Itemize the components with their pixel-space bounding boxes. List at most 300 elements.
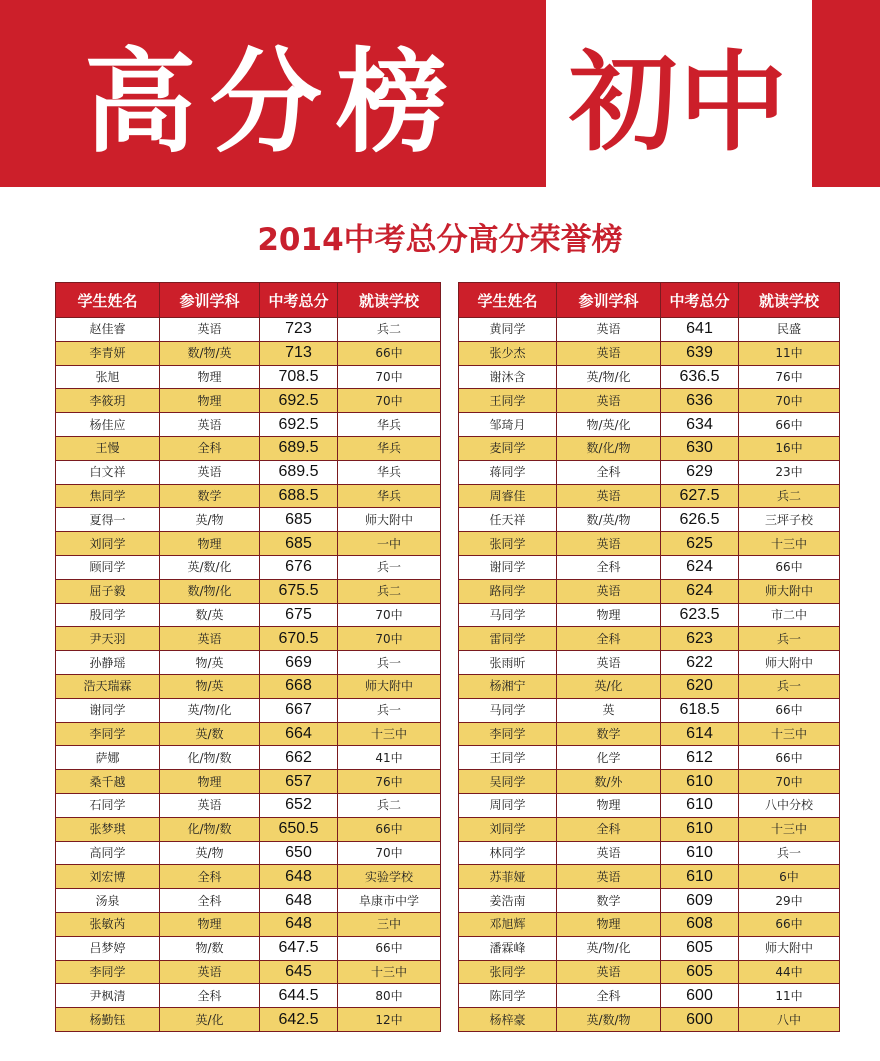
student-name-cell: 刘同学 bbox=[56, 532, 160, 556]
subject-cell: 全科 bbox=[557, 460, 661, 484]
subject-cell: 英语 bbox=[160, 627, 260, 651]
school-cell: 十三中 bbox=[739, 532, 840, 556]
table-row bbox=[56, 341, 441, 365]
table-row bbox=[56, 912, 441, 936]
student-name-cell: 邹琦月 bbox=[459, 413, 557, 437]
score-cell: 614 bbox=[661, 722, 739, 746]
table-row bbox=[56, 984, 441, 1008]
table-row bbox=[459, 984, 840, 1008]
score-cell: 605 bbox=[661, 960, 739, 984]
school-cell: 三中 bbox=[338, 912, 441, 936]
school-cell: 70中 bbox=[338, 603, 441, 627]
school-cell: 兵一 bbox=[338, 555, 441, 579]
school-cell: 66中 bbox=[739, 413, 840, 437]
student-name-cell: 张梦琪 bbox=[56, 817, 160, 841]
school-cell: 44中 bbox=[739, 960, 840, 984]
student-name-cell: 王同学 bbox=[459, 389, 557, 413]
subject-cell: 物理 bbox=[160, 365, 260, 389]
student-name-cell: 路同学 bbox=[459, 579, 557, 603]
right-score-table bbox=[458, 282, 840, 1032]
subject-cell: 英 bbox=[557, 698, 661, 722]
table-row bbox=[56, 484, 441, 508]
score-cell: 600 bbox=[661, 1008, 739, 1032]
table-row bbox=[459, 341, 840, 365]
subject-cell: 数/化/物 bbox=[557, 436, 661, 460]
table-row bbox=[459, 555, 840, 579]
student-name-cell: 麦同学 bbox=[459, 436, 557, 460]
school-cell: 兵一 bbox=[338, 698, 441, 722]
score-cell: 625 bbox=[661, 532, 739, 556]
school-cell: 师大附中 bbox=[739, 651, 840, 675]
student-name-cell: 张少杰 bbox=[459, 341, 557, 365]
student-name-cell: 杨勤钰 bbox=[56, 1008, 160, 1032]
school-cell: 70中 bbox=[338, 365, 441, 389]
score-cell: 688.5 bbox=[260, 484, 338, 508]
score-cell: 636 bbox=[661, 389, 739, 413]
score-cell: 675.5 bbox=[260, 579, 338, 603]
subject-cell: 物理 bbox=[160, 770, 260, 794]
subject-cell: 英语 bbox=[160, 793, 260, 817]
subject-cell: 英语 bbox=[160, 318, 260, 342]
subject-cell: 物理 bbox=[160, 912, 260, 936]
score-cell: 627.5 bbox=[661, 484, 739, 508]
score-cell: 644.5 bbox=[260, 984, 338, 1008]
score-cell: 662 bbox=[260, 746, 338, 770]
score-cell: 630 bbox=[661, 436, 739, 460]
student-name-cell: 张敏芮 bbox=[56, 912, 160, 936]
subject-cell: 数/物/化 bbox=[160, 579, 260, 603]
table-row bbox=[56, 460, 441, 484]
subject-cell: 物/英 bbox=[160, 674, 260, 698]
student-name-cell: 李筱玥 bbox=[56, 389, 160, 413]
banner-red-strip bbox=[812, 0, 880, 187]
score-cell: 668 bbox=[260, 674, 338, 698]
table-row bbox=[459, 365, 840, 389]
table-row bbox=[459, 532, 840, 556]
table-row bbox=[56, 817, 441, 841]
subject-cell: 数学 bbox=[160, 484, 260, 508]
student-name-cell: 潘霖峰 bbox=[459, 936, 557, 960]
student-name-cell: 张同学 bbox=[459, 960, 557, 984]
student-name-cell: 汤泉 bbox=[56, 889, 160, 913]
student-name-cell: 张旭 bbox=[56, 365, 160, 389]
score-cell: 610 bbox=[661, 817, 739, 841]
school-cell: 41中 bbox=[338, 746, 441, 770]
table-row bbox=[56, 389, 441, 413]
table-row bbox=[459, 841, 840, 865]
school-cell: 70中 bbox=[338, 627, 441, 651]
subject-cell: 英/数/化 bbox=[160, 555, 260, 579]
table-row bbox=[56, 318, 441, 342]
score-cell: 669 bbox=[260, 651, 338, 675]
student-name-cell: 林同学 bbox=[459, 841, 557, 865]
school-cell: 12中 bbox=[338, 1008, 441, 1032]
student-name-cell: 吕梦婷 bbox=[56, 936, 160, 960]
table-row bbox=[459, 912, 840, 936]
banner-sub-title: 初中 bbox=[568, 41, 789, 166]
column-header-subject: 参训学科 bbox=[160, 283, 260, 318]
score-cell: 624 bbox=[661, 555, 739, 579]
table-row bbox=[56, 508, 441, 532]
column-header-score: 中考总分 bbox=[260, 283, 338, 318]
subject-cell: 物理 bbox=[557, 793, 661, 817]
student-name-cell: 姜浩南 bbox=[459, 889, 557, 913]
score-cell: 636.5 bbox=[661, 365, 739, 389]
school-cell: 兵二 bbox=[338, 579, 441, 603]
school-cell: 十三中 bbox=[739, 817, 840, 841]
table-row bbox=[56, 722, 441, 746]
student-name-cell: 尹枫清 bbox=[56, 984, 160, 1008]
subject-cell: 英语 bbox=[160, 960, 260, 984]
score-cell: 692.5 bbox=[260, 389, 338, 413]
table-row bbox=[56, 841, 441, 865]
table-row bbox=[459, 318, 840, 342]
student-name-cell: 王慢 bbox=[56, 436, 160, 460]
student-name-cell: 浩天瑞霖 bbox=[56, 674, 160, 698]
student-name-cell: 杨湘宁 bbox=[459, 674, 557, 698]
student-name-cell: 蒋同学 bbox=[459, 460, 557, 484]
school-cell: 实验学校 bbox=[338, 865, 441, 889]
school-cell: 兵一 bbox=[739, 674, 840, 698]
school-cell: 6中 bbox=[739, 865, 840, 889]
subject-cell: 全科 bbox=[557, 555, 661, 579]
school-cell: 师大附中 bbox=[739, 579, 840, 603]
subject-cell: 英语 bbox=[557, 865, 661, 889]
score-cell: 620 bbox=[661, 674, 739, 698]
subject-cell: 英语 bbox=[557, 484, 661, 508]
subject-cell: 物/数 bbox=[160, 936, 260, 960]
score-cell: 626.5 bbox=[661, 508, 739, 532]
score-cell: 650.5 bbox=[260, 817, 338, 841]
subject-cell: 英语 bbox=[557, 579, 661, 603]
score-cell: 639 bbox=[661, 341, 739, 365]
school-cell: 兵一 bbox=[739, 841, 840, 865]
score-cell: 652 bbox=[260, 793, 338, 817]
score-cell: 664 bbox=[260, 722, 338, 746]
page-heading: 2014中考总分高分荣誉榜 bbox=[257, 222, 623, 258]
student-name-cell: 刘宏博 bbox=[56, 865, 160, 889]
school-cell: 一中 bbox=[338, 532, 441, 556]
table-row bbox=[56, 603, 441, 627]
subject-cell: 全科 bbox=[160, 889, 260, 913]
school-cell: 66中 bbox=[338, 936, 441, 960]
score-cell: 692.5 bbox=[260, 413, 338, 437]
student-name-cell: 赵佳睿 bbox=[56, 318, 160, 342]
school-cell: 66中 bbox=[739, 555, 840, 579]
score-cell: 608 bbox=[661, 912, 739, 936]
subject-cell: 物/英 bbox=[160, 651, 260, 675]
school-cell: 师大附中 bbox=[739, 936, 840, 960]
table-row bbox=[56, 1008, 441, 1032]
student-name-cell: 李同学 bbox=[56, 722, 160, 746]
subject-cell: 全科 bbox=[557, 984, 661, 1008]
table-row bbox=[459, 674, 840, 698]
table-row bbox=[459, 889, 840, 913]
school-cell: 十三中 bbox=[338, 960, 441, 984]
school-cell: 23中 bbox=[739, 460, 840, 484]
school-cell: 66中 bbox=[739, 912, 840, 936]
school-cell: 66中 bbox=[338, 341, 441, 365]
school-cell: 70中 bbox=[739, 770, 840, 794]
school-cell: 十三中 bbox=[338, 722, 441, 746]
school-cell: 16中 bbox=[739, 436, 840, 460]
subject-cell: 英/数/物 bbox=[557, 1008, 661, 1032]
student-name-cell: 谢沐含 bbox=[459, 365, 557, 389]
score-cell: 685 bbox=[260, 532, 338, 556]
subject-cell: 英/物/化 bbox=[160, 698, 260, 722]
score-cell: 648 bbox=[260, 912, 338, 936]
table-row bbox=[56, 793, 441, 817]
subject-cell: 全科 bbox=[160, 984, 260, 1008]
table-row bbox=[56, 865, 441, 889]
student-name-cell: 周睿佳 bbox=[459, 484, 557, 508]
score-cell: 657 bbox=[260, 770, 338, 794]
score-cell: 610 bbox=[661, 841, 739, 865]
subject-cell: 英/化 bbox=[557, 674, 661, 698]
score-cell: 685 bbox=[260, 508, 338, 532]
score-cell: 612 bbox=[661, 746, 739, 770]
table-row bbox=[459, 603, 840, 627]
score-cell: 689.5 bbox=[260, 460, 338, 484]
table-row bbox=[56, 674, 441, 698]
score-cell: 675 bbox=[260, 603, 338, 627]
table-row bbox=[459, 508, 840, 532]
subject-cell: 英语 bbox=[160, 413, 260, 437]
score-cell: 713 bbox=[260, 341, 338, 365]
score-cell: 629 bbox=[661, 460, 739, 484]
student-name-cell: 陈同学 bbox=[459, 984, 557, 1008]
score-cell: 610 bbox=[661, 770, 739, 794]
school-cell: 华兵 bbox=[338, 436, 441, 460]
score-cell: 645 bbox=[260, 960, 338, 984]
school-cell: 兵二 bbox=[338, 318, 441, 342]
student-name-cell: 桑千越 bbox=[56, 770, 160, 794]
student-name-cell: 马同学 bbox=[459, 698, 557, 722]
table-row bbox=[459, 746, 840, 770]
subject-cell: 英语 bbox=[160, 460, 260, 484]
table-row bbox=[56, 770, 441, 794]
subject-cell: 物理 bbox=[160, 532, 260, 556]
student-name-cell: 孙静瑶 bbox=[56, 651, 160, 675]
table-row bbox=[56, 746, 441, 770]
school-cell: 兵二 bbox=[338, 793, 441, 817]
table-row bbox=[56, 436, 441, 460]
student-name-cell: 谢同学 bbox=[56, 698, 160, 722]
student-name-cell: 屈子毅 bbox=[56, 579, 160, 603]
subject-cell: 数/英/物 bbox=[557, 508, 661, 532]
subject-cell: 物理 bbox=[557, 912, 661, 936]
table-row bbox=[459, 413, 840, 437]
score-cell: 642.5 bbox=[260, 1008, 338, 1032]
subject-cell: 化/物/数 bbox=[160, 746, 260, 770]
school-cell: 兵一 bbox=[739, 627, 840, 651]
table-row bbox=[459, 793, 840, 817]
table-row bbox=[56, 651, 441, 675]
score-cell: 723 bbox=[260, 318, 338, 342]
column-header-name: 学生姓名 bbox=[459, 283, 557, 318]
table-row bbox=[459, 389, 840, 413]
student-name-cell: 夏得一 bbox=[56, 508, 160, 532]
subject-cell: 英语 bbox=[557, 651, 661, 675]
subject-cell: 物理 bbox=[160, 389, 260, 413]
table-row bbox=[459, 770, 840, 794]
table-row bbox=[459, 651, 840, 675]
table-row bbox=[459, 460, 840, 484]
student-name-cell: 邓旭辉 bbox=[459, 912, 557, 936]
table-row bbox=[56, 365, 441, 389]
score-cell: 689.5 bbox=[260, 436, 338, 460]
school-cell: 70中 bbox=[739, 389, 840, 413]
table-row bbox=[459, 698, 840, 722]
student-name-cell: 马同学 bbox=[459, 603, 557, 627]
subject-cell: 英/物/化 bbox=[557, 365, 661, 389]
school-cell: 阜康市中学 bbox=[338, 889, 441, 913]
school-cell: 66中 bbox=[739, 698, 840, 722]
score-cell: 650 bbox=[260, 841, 338, 865]
table-row bbox=[56, 936, 441, 960]
subject-cell: 化/物/数 bbox=[160, 817, 260, 841]
school-cell: 70中 bbox=[338, 389, 441, 413]
school-cell: 八中分校 bbox=[739, 793, 840, 817]
student-name-cell: 殷同学 bbox=[56, 603, 160, 627]
student-name-cell: 白文祥 bbox=[56, 460, 160, 484]
score-cell: 648 bbox=[260, 889, 338, 913]
score-cell: 648 bbox=[260, 865, 338, 889]
table-row bbox=[56, 413, 441, 437]
right-table-header bbox=[459, 283, 840, 318]
subject-cell: 英语 bbox=[557, 841, 661, 865]
table-row bbox=[56, 627, 441, 651]
student-name-cell: 尹天羽 bbox=[56, 627, 160, 651]
school-cell: 80中 bbox=[338, 984, 441, 1008]
subject-cell: 全科 bbox=[557, 627, 661, 651]
table-row bbox=[459, 722, 840, 746]
subject-cell: 化学 bbox=[557, 746, 661, 770]
table-row bbox=[56, 960, 441, 984]
school-cell: 华兵 bbox=[338, 413, 441, 437]
table-row bbox=[56, 532, 441, 556]
subject-cell: 全科 bbox=[160, 436, 260, 460]
student-name-cell: 张雨昕 bbox=[459, 651, 557, 675]
score-cell: 610 bbox=[661, 793, 739, 817]
student-name-cell: 杨佳应 bbox=[56, 413, 160, 437]
subject-cell: 英/物 bbox=[160, 841, 260, 865]
left-table-header bbox=[56, 283, 441, 318]
subject-cell: 英语 bbox=[557, 341, 661, 365]
school-cell: 兵一 bbox=[338, 651, 441, 675]
subject-cell: 数学 bbox=[557, 722, 661, 746]
school-cell: 华兵 bbox=[338, 460, 441, 484]
score-cell: 609 bbox=[661, 889, 739, 913]
subject-cell: 数/物/英 bbox=[160, 341, 260, 365]
subject-cell: 英语 bbox=[557, 318, 661, 342]
column-header-subject: 参训学科 bbox=[557, 283, 661, 318]
subject-cell: 数/外 bbox=[557, 770, 661, 794]
school-cell: 76中 bbox=[338, 770, 441, 794]
student-name-cell: 杨梓豪 bbox=[459, 1008, 557, 1032]
score-cell: 647.5 bbox=[260, 936, 338, 960]
table-row bbox=[459, 1008, 840, 1032]
student-name-cell: 谢同学 bbox=[459, 555, 557, 579]
student-name-cell: 顾同学 bbox=[56, 555, 160, 579]
table-row bbox=[459, 865, 840, 889]
score-cell: 641 bbox=[661, 318, 739, 342]
column-header-school: 就读学校 bbox=[338, 283, 441, 318]
subject-cell: 英语 bbox=[557, 532, 661, 556]
table-row bbox=[56, 698, 441, 722]
student-name-cell: 雷同学 bbox=[459, 627, 557, 651]
student-name-cell: 黄同学 bbox=[459, 318, 557, 342]
student-name-cell: 刘同学 bbox=[459, 817, 557, 841]
school-cell: 十三中 bbox=[739, 722, 840, 746]
school-cell: 民盛 bbox=[739, 318, 840, 342]
student-name-cell: 周同学 bbox=[459, 793, 557, 817]
score-cell: 623.5 bbox=[661, 603, 739, 627]
student-name-cell: 李同学 bbox=[459, 722, 557, 746]
score-cell: 622 bbox=[661, 651, 739, 675]
school-cell: 66中 bbox=[739, 746, 840, 770]
school-cell: 华兵 bbox=[338, 484, 441, 508]
subject-cell: 全科 bbox=[160, 865, 260, 889]
subject-cell: 数学 bbox=[557, 889, 661, 913]
subject-cell: 英语 bbox=[557, 960, 661, 984]
school-cell: 70中 bbox=[338, 841, 441, 865]
student-name-cell: 吴同学 bbox=[459, 770, 557, 794]
table-row bbox=[459, 627, 840, 651]
school-cell: 兵二 bbox=[739, 484, 840, 508]
table-row bbox=[56, 555, 441, 579]
left-score-table bbox=[55, 282, 441, 1032]
student-name-cell: 李青妍 bbox=[56, 341, 160, 365]
school-cell: 76中 bbox=[739, 365, 840, 389]
school-cell: 师大附中 bbox=[338, 508, 441, 532]
score-cell: 610 bbox=[661, 865, 739, 889]
score-cell: 667 bbox=[260, 698, 338, 722]
school-cell: 三坪子校 bbox=[739, 508, 840, 532]
student-name-cell: 任天祥 bbox=[459, 508, 557, 532]
score-cell: 708.5 bbox=[260, 365, 338, 389]
student-name-cell: 张同学 bbox=[459, 532, 557, 556]
table-row bbox=[459, 817, 840, 841]
subject-cell: 英/物/化 bbox=[557, 936, 661, 960]
column-header-score: 中考总分 bbox=[661, 283, 739, 318]
score-cell: 634 bbox=[661, 413, 739, 437]
student-name-cell: 石同学 bbox=[56, 793, 160, 817]
column-header-school: 就读学校 bbox=[739, 283, 840, 318]
school-cell: 11中 bbox=[739, 984, 840, 1008]
subject-cell: 物/英/化 bbox=[557, 413, 661, 437]
score-cell: 623 bbox=[661, 627, 739, 651]
student-name-cell: 萨娜 bbox=[56, 746, 160, 770]
table-row bbox=[56, 889, 441, 913]
subject-cell: 英/物 bbox=[160, 508, 260, 532]
subject-cell: 英/化 bbox=[160, 1008, 260, 1032]
table-row bbox=[459, 579, 840, 603]
banner-main-title: 高分榜 bbox=[84, 37, 462, 168]
school-cell: 八中 bbox=[739, 1008, 840, 1032]
score-cell: 600 bbox=[661, 984, 739, 1008]
table-row bbox=[459, 436, 840, 460]
subject-cell: 全科 bbox=[557, 817, 661, 841]
student-name-cell: 焦同学 bbox=[56, 484, 160, 508]
student-name-cell: 高同学 bbox=[56, 841, 160, 865]
school-cell: 66中 bbox=[338, 817, 441, 841]
subject-cell: 数/英 bbox=[160, 603, 260, 627]
score-cell: 670.5 bbox=[260, 627, 338, 651]
school-cell: 11中 bbox=[739, 341, 840, 365]
student-name-cell: 王同学 bbox=[459, 746, 557, 770]
school-cell: 29中 bbox=[739, 889, 840, 913]
